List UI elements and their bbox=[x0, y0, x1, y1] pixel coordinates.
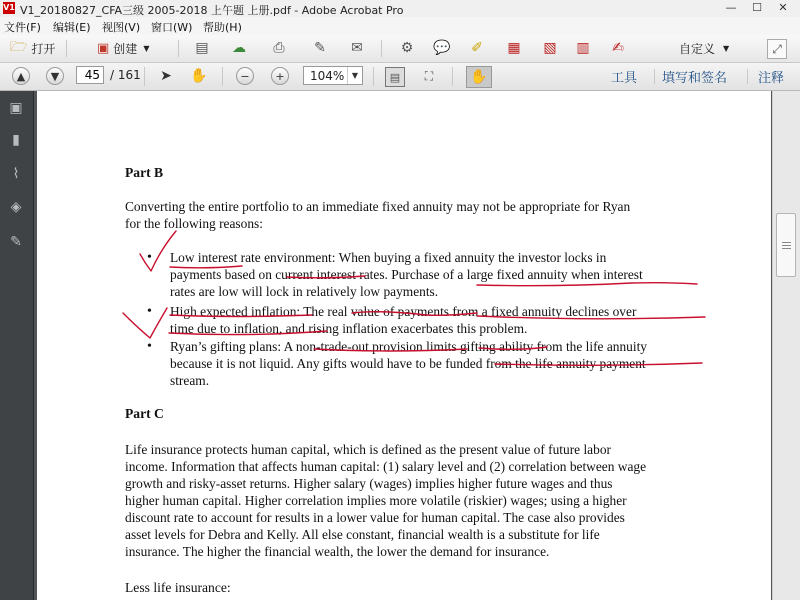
toolbar-separator bbox=[373, 67, 374, 86]
zoom-select[interactable] bbox=[303, 66, 363, 85]
bullet-marker: • bbox=[147, 250, 152, 265]
bullet-marker: • bbox=[147, 339, 152, 354]
expand-icon[interactable]: ⤢ bbox=[767, 39, 787, 59]
part-b-heading: Part B bbox=[125, 165, 164, 180]
scrollbar-thumb[interactable] bbox=[776, 213, 796, 277]
sign-icon[interactable]: ✍ bbox=[612, 40, 624, 56]
zoom-out-icon[interactable]: − bbox=[236, 67, 254, 85]
customize-label: 自定义 bbox=[679, 41, 716, 56]
text-line: rates are low will lock in relatively low payments. bbox=[170, 284, 439, 299]
cloud-upload-icon[interactable]: ☁ bbox=[232, 40, 246, 56]
part-c-heading: Part C bbox=[125, 406, 164, 421]
text-line: payments based on current interest rates. Purchase of a large fixed annuity when interest bbox=[170, 267, 643, 282]
toolbar-separator bbox=[178, 40, 179, 57]
read-mode-icon[interactable]: ✋ bbox=[466, 66, 492, 88]
chevron-down-icon[interactable]: ▼ bbox=[347, 67, 362, 84]
zoom-value: 104% bbox=[310, 69, 345, 83]
text-line: Ryan’s gifting plans: A non-trade-out provision limits gifting ability from the life annuity bbox=[170, 339, 648, 354]
text-line: discount rate to account for results in a lower value for human capital. The case also provides bbox=[125, 510, 625, 525]
comment-icon[interactable]: 💬 bbox=[433, 40, 451, 56]
text-line: High expected inflation: The real value of payments from a fixed annuity declines over bbox=[170, 304, 637, 319]
part-c-paragraph bbox=[125, 441, 705, 560]
grip-line bbox=[782, 242, 791, 243]
navigation-panel bbox=[0, 91, 34, 600]
menu-window[interactable]: 窗口(W) bbox=[151, 21, 193, 34]
toolbar-separator bbox=[66, 40, 67, 57]
select-tool-icon[interactable]: ➤ bbox=[160, 68, 172, 84]
layers-icon[interactable]: ◈ bbox=[10, 199, 22, 215]
text-line: stream. bbox=[170, 373, 210, 388]
comment-pane-link[interactable]: 注释 bbox=[758, 71, 785, 86]
create-button[interactable] bbox=[97, 38, 149, 58]
less-life-insurance-label: Less life insurance: bbox=[125, 580, 231, 595]
toolbar-separator bbox=[747, 69, 748, 84]
edit-icon[interactable]: ✎ bbox=[314, 40, 326, 56]
page-total: / 161 bbox=[110, 68, 141, 82]
title-bar bbox=[0, 0, 800, 18]
toolbar-separator bbox=[144, 67, 145, 86]
grip-line bbox=[782, 245, 791, 246]
save-icon[interactable]: ▤ bbox=[195, 40, 209, 56]
tools-pane-link[interactable]: 工具 bbox=[611, 71, 638, 86]
create-pdf-icon: ▣ bbox=[97, 40, 110, 56]
folder-open-icon: 🗁 bbox=[10, 39, 28, 55]
toolbar-separator bbox=[222, 67, 223, 86]
text-line: because it is not liquid. Any gifts would have to be funded from the life annuity payment bbox=[170, 356, 646, 371]
pages-panel-icon[interactable]: ▣ bbox=[9, 100, 23, 116]
minimize-button[interactable]: — bbox=[725, 1, 737, 14]
customize-button[interactable] bbox=[679, 38, 729, 58]
text-line: Life insurance protects human capital, which is defined as the present value of future labor bbox=[125, 442, 611, 457]
text-line: asset levels for Debra and Kelly. All else constant, financial wealth is a substitute for life bbox=[125, 527, 600, 542]
attachments-icon[interactable]: ⌇ bbox=[12, 166, 20, 182]
window-title: V1_20180827_CFA三级 2005-2018 上午题 上册.pdf - Adobe Acrobat Pro bbox=[20, 4, 404, 17]
text-line: for the following reasons: bbox=[125, 216, 263, 231]
toolbar-separator bbox=[381, 40, 382, 57]
text-line: income. Information that affects human capital: (1) salary level and (2) correlation between wage bbox=[125, 459, 647, 474]
chevron-down-icon: ▼ bbox=[723, 43, 730, 53]
previous-page-icon[interactable]: ▲ bbox=[12, 67, 30, 85]
open-button[interactable] bbox=[10, 38, 55, 58]
settings-icon[interactable]: ⚙ bbox=[400, 40, 414, 56]
bullet-item bbox=[170, 249, 730, 300]
highlight-icon[interactable]: ✐ bbox=[471, 40, 483, 56]
hand-tool-icon[interactable]: ✋ bbox=[190, 68, 208, 84]
page-number-input[interactable] bbox=[76, 66, 104, 84]
next-page-icon[interactable]: ▼ bbox=[46, 67, 64, 85]
grip-line bbox=[782, 248, 791, 249]
fill-sign-pane-link[interactable]: 填写和签名 bbox=[662, 71, 728, 86]
part-b-intro bbox=[125, 198, 705, 232]
open-label: 打开 bbox=[31, 41, 56, 56]
text-line: insurance. The higher the financial wealth, the lower the demand for insurance. bbox=[125, 544, 550, 559]
pdf-export-icon[interactable]: ▦ bbox=[507, 40, 521, 56]
chevron-down-icon: ▼ bbox=[143, 43, 150, 53]
text-line: Converting the entire portfolio to an immediate fixed annuity may not be appropriate for Ryan bbox=[125, 199, 631, 214]
text-line: growth and risky-asset returns. Higher salary (wages) implies higher future wages and thus bbox=[125, 476, 613, 491]
signatures-icon[interactable]: ✎ bbox=[10, 234, 22, 250]
create-label: 创建 bbox=[113, 41, 138, 56]
main-toolbar bbox=[0, 35, 800, 63]
menu-bar bbox=[0, 17, 800, 35]
toolbar-separator bbox=[452, 67, 453, 86]
maximize-button[interactable]: ☐ bbox=[752, 1, 762, 14]
email-icon[interactable]: ✉ bbox=[351, 40, 363, 56]
pdf-convert-icon[interactable]: ▧ bbox=[543, 40, 557, 56]
app-icon: V1 bbox=[3, 3, 15, 12]
menu-view[interactable]: 视图(V) bbox=[102, 21, 141, 34]
zoom-in-icon[interactable]: + bbox=[271, 67, 289, 85]
close-button[interactable]: ✕ bbox=[778, 1, 788, 14]
stamp-icon[interactable]: ▥ bbox=[576, 40, 590, 56]
menu-file[interactable]: 文件(F) bbox=[4, 21, 41, 34]
menu-edit[interactable]: 编辑(E) bbox=[53, 21, 91, 34]
menu-help[interactable]: 帮助(H) bbox=[203, 21, 242, 34]
bullet-item bbox=[170, 303, 730, 337]
text-line: time due to inflation, and rising inflation exacerbates this problem. bbox=[170, 321, 528, 336]
bullet-item bbox=[170, 338, 730, 389]
toolbar-separator bbox=[654, 69, 655, 84]
text-line: Low interest rate environment: When buying a fixed annuity the investor locks in bbox=[170, 250, 607, 265]
document-page bbox=[37, 91, 771, 600]
print-icon[interactable]: ⎙ bbox=[273, 40, 285, 56]
full-screen-icon[interactable]: ⛶ bbox=[424, 68, 434, 83]
bookmarks-icon[interactable]: ▮ bbox=[12, 132, 20, 148]
text-line: higher human capital. Higher correlation implies more volatile (riskier) wages; using a higher bbox=[125, 493, 627, 508]
bullet-marker: • bbox=[147, 304, 152, 319]
vertical-scrollbar[interactable] bbox=[772, 91, 800, 600]
fit-page-icon[interactable]: ▤ bbox=[385, 67, 405, 87]
